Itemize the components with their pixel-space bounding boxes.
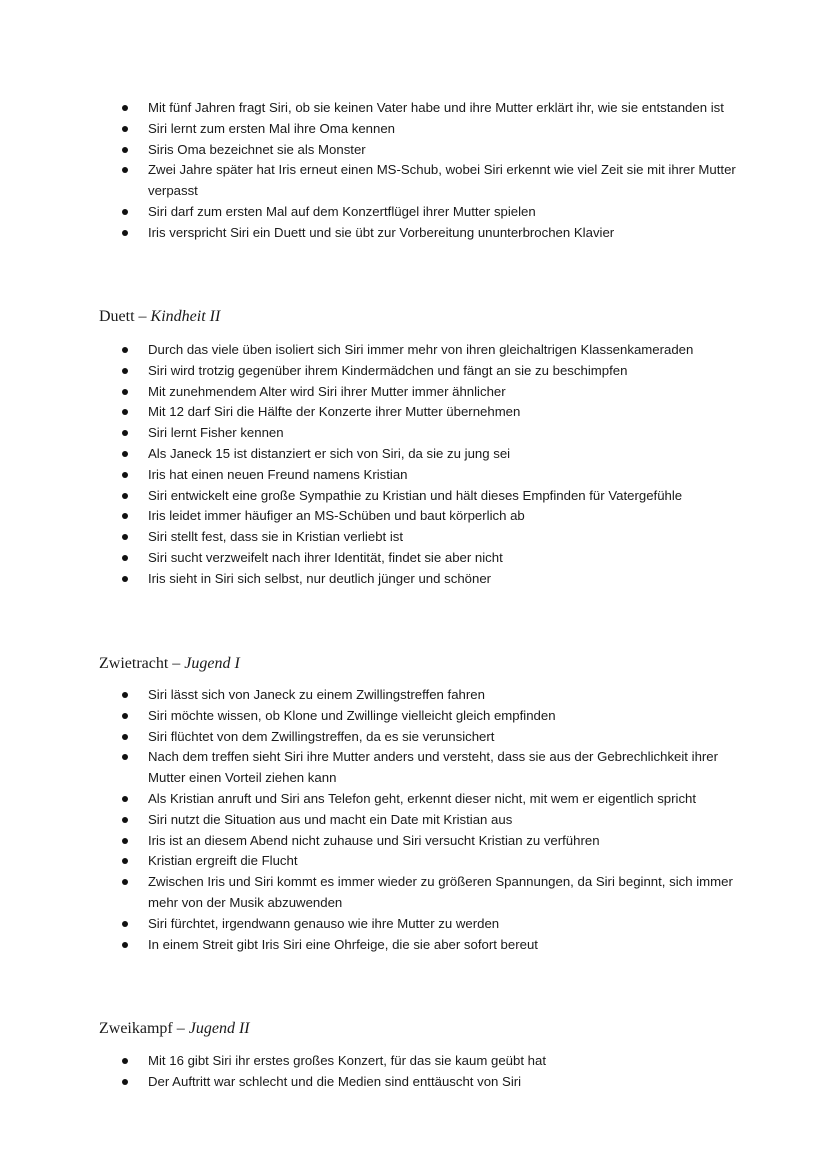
list-item: Siri wird trotzig gegenüber ihrem Kindermädchen und fängt an sie zu beschimpfen bbox=[0, 361, 828, 382]
bullet-icon bbox=[122, 451, 128, 457]
list-item: Mit fünf Jahren fragt Siri, ob sie keinen Vater habe und ihre Mutter erklärt ihr, wie sie entstanden ist bbox=[0, 98, 828, 119]
list-item: Siri möchte wissen, ob Klone und Zwillinge vielleicht gleich empfinden bbox=[0, 706, 828, 727]
bullet-icon bbox=[122, 921, 128, 927]
section-separator: – bbox=[134, 308, 151, 325]
bullet-icon bbox=[122, 734, 128, 740]
section-subtitle: Jugend I bbox=[184, 655, 240, 672]
bullet-icon bbox=[122, 430, 128, 436]
bullet-icon bbox=[122, 858, 128, 864]
bullet-icon bbox=[122, 105, 128, 111]
list-item: Siris Oma bezeichnet sie als Monster bbox=[0, 140, 828, 161]
zweikampf-list bbox=[0, 1051, 828, 1093]
section-subtitle: Kindheit II bbox=[150, 308, 221, 325]
list-item: Siri entwickelt eine große Sympathie zu Kristian und hält dieses Empfinden für Vatergefühle bbox=[0, 486, 828, 507]
bullet-icon bbox=[122, 754, 128, 760]
list-item: Mit zunehmendem Alter wird Siri ihrer Mutter immer ähnlicher bbox=[0, 382, 828, 403]
bullet-icon bbox=[122, 230, 128, 236]
list-item: Zwischen Iris und Siri kommt es immer wieder zu größeren Spannungen, da Siri beginnt, sich immer mehr von der Musik abzuwenden bbox=[0, 872, 828, 914]
list-item: Der Auftritt war schlecht und die Medien sind enttäuscht von Siri bbox=[0, 1072, 828, 1093]
list-item: Zwei Jahre später hat Iris erneut einen MS-Schub, wobei Siri erkennt wie viel Zeit sie mit ihrer Mutter verpasst bbox=[0, 160, 828, 202]
bullet-icon bbox=[122, 555, 128, 561]
list-item: In einem Streit gibt Iris Siri eine Ohrfeige, die sie aber sofort bereut bbox=[0, 935, 828, 956]
list-item: Als Kristian anruft und Siri ans Telefon geht, erkennt dieser nicht, mit wem er eigentlich spricht bbox=[0, 789, 828, 810]
list-item: Siri lernt zum ersten Mal ihre Oma kennen bbox=[0, 119, 828, 140]
list-item: Nach dem treffen sieht Siri ihre Mutter anders und versteht, dass sie aus der Gebrechlichkeit ihrer Mutter einen Vorteil ziehen kann bbox=[0, 747, 828, 789]
bullet-icon bbox=[122, 534, 128, 540]
section-separator: – bbox=[168, 655, 185, 672]
section-title: Zweikampf bbox=[99, 1020, 173, 1037]
list-item: Durch das viele üben isoliert sich Siri immer mehr von ihren gleichaltrigen Klassenkameraden bbox=[0, 340, 828, 361]
bullet-icon bbox=[122, 817, 128, 823]
bullet-icon bbox=[122, 209, 128, 215]
section-heading-zweikampf bbox=[99, 1019, 250, 1039]
section-subtitle: Jugend II bbox=[188, 1020, 250, 1037]
bullet-icon bbox=[122, 389, 128, 395]
duett-list bbox=[0, 340, 828, 590]
list-item: Als Janeck 15 ist distanziert er sich von Siri, da sie zu jung sei bbox=[0, 444, 828, 465]
bullet-icon bbox=[122, 576, 128, 582]
bullet-icon bbox=[122, 513, 128, 519]
zwietracht-list bbox=[0, 685, 828, 955]
bullet-icon bbox=[122, 879, 128, 885]
list-item: Siri flüchtet von dem Zwillingstreffen, da es sie verunsichert bbox=[0, 727, 828, 748]
list-item: Iris leidet immer häufiger an MS-Schüben und baut körperlich ab bbox=[0, 506, 828, 527]
bullet-icon bbox=[122, 347, 128, 353]
section-separator: – bbox=[172, 1020, 189, 1037]
list-item: Iris sieht in Siri sich selbst, nur deutlich jünger und schöner bbox=[0, 569, 828, 590]
bullet-icon bbox=[122, 147, 128, 153]
list-item: Kristian ergreift die Flucht bbox=[0, 851, 828, 872]
bullet-icon bbox=[122, 409, 128, 415]
section-heading-duett bbox=[99, 307, 220, 327]
bullet-icon bbox=[122, 796, 128, 802]
list-item: Mit 16 gibt Siri ihr erstes großes Konzert, für das sie kaum geübt hat bbox=[0, 1051, 828, 1072]
list-item: Mit 12 darf Siri die Hälfte der Konzerte ihrer Mutter übernehmen bbox=[0, 402, 828, 423]
bullet-icon bbox=[122, 493, 128, 499]
section-title: Duett bbox=[99, 308, 135, 325]
bullet-icon bbox=[122, 942, 128, 948]
list-item: Siri darf zum ersten Mal auf dem Konzertflügel ihrer Mutter spielen bbox=[0, 202, 828, 223]
list-item: Iris verspricht Siri ein Duett und sie übt zur Vorbereitung ununterbrochen Klavier bbox=[0, 223, 828, 244]
section-heading-zwietracht bbox=[99, 654, 240, 674]
list-item: Siri stellt fest, dass sie in Kristian verliebt ist bbox=[0, 527, 828, 548]
bullet-icon bbox=[122, 1058, 128, 1064]
list-item: Siri nutzt die Situation aus und macht ein Date mit Kristian aus bbox=[0, 810, 828, 831]
list-item: Siri lässt sich von Janeck zu einem Zwillingstreffen fahren bbox=[0, 685, 828, 706]
intro-list bbox=[0, 98, 828, 244]
bullet-icon bbox=[122, 713, 128, 719]
bullet-icon bbox=[122, 167, 128, 173]
list-item: Iris hat einen neuen Freund namens Kristian bbox=[0, 465, 828, 486]
bullet-icon bbox=[122, 472, 128, 478]
list-item: Siri fürchtet, irgendwann genauso wie ihre Mutter zu werden bbox=[0, 914, 828, 935]
list-item: Siri lernt Fisher kennen bbox=[0, 423, 828, 444]
section-title: Zwietracht bbox=[99, 655, 169, 672]
list-item: Siri sucht verzweifelt nach ihrer Identität, findet sie aber nicht bbox=[0, 548, 828, 569]
bullet-icon bbox=[122, 838, 128, 844]
bullet-icon bbox=[122, 1079, 128, 1085]
list-item: Iris ist an diesem Abend nicht zuhause und Siri versucht Kristian zu verführen bbox=[0, 831, 828, 852]
bullet-icon bbox=[122, 368, 128, 374]
bullet-icon bbox=[122, 692, 128, 698]
bullet-icon bbox=[122, 126, 128, 132]
